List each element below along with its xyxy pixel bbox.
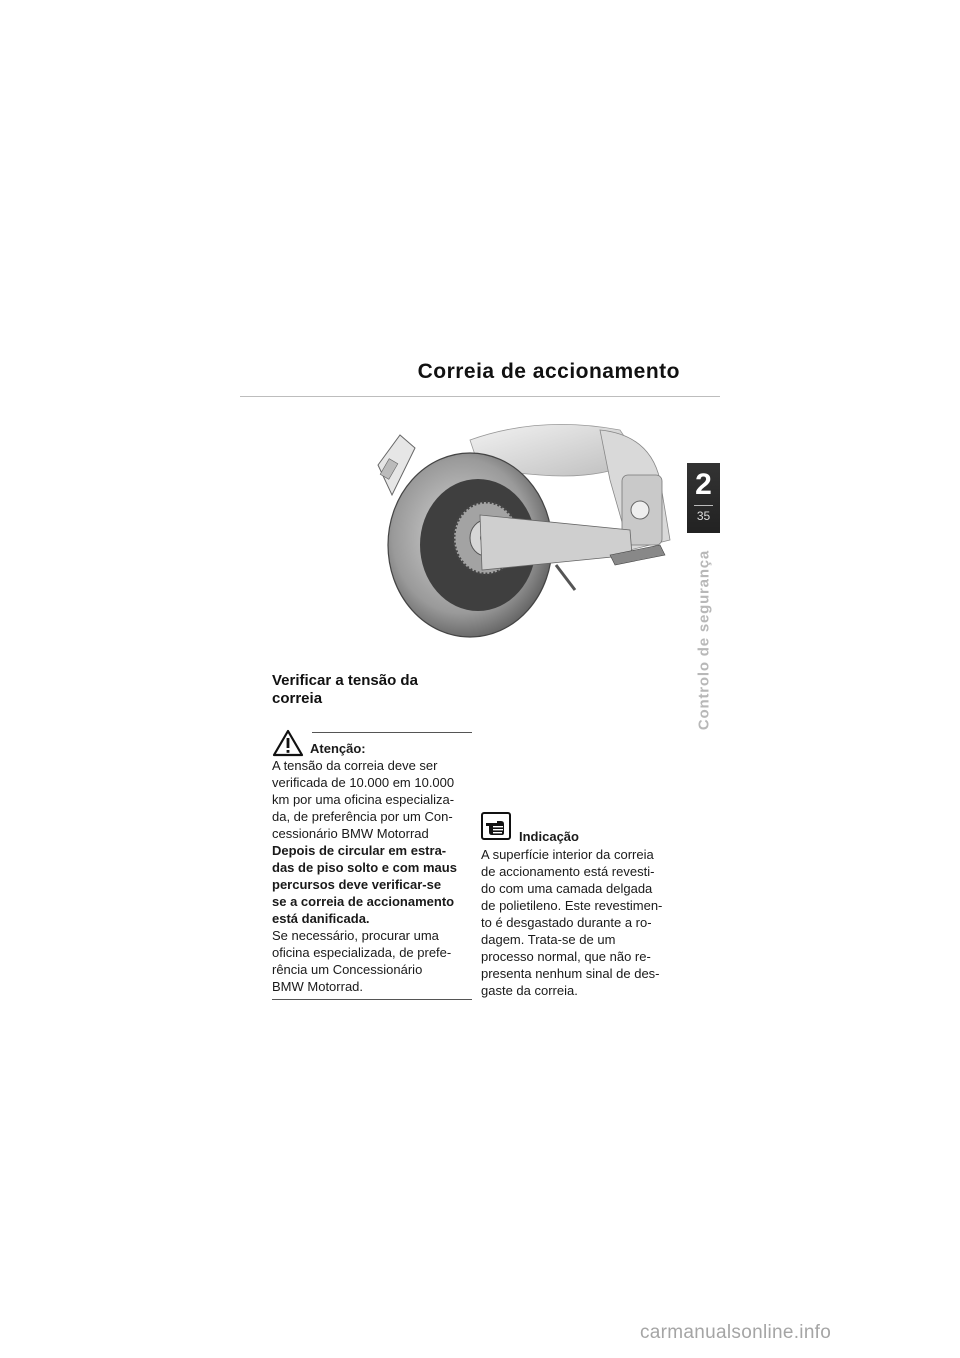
warning-bold-line: percursos deve verificar-se: [272, 877, 442, 892]
warning-line: verificada de 10.000 em 10.000: [272, 775, 455, 790]
note-line: to é desgastado durante a ro-: [481, 915, 652, 930]
note-line: presenta nenhum sinal de des-: [481, 966, 660, 981]
note-line: A superfície interior da correia: [481, 847, 654, 862]
pointing-hand-note-icon: [481, 812, 511, 840]
note-line: gaste da correia.: [481, 983, 578, 998]
chapter-divider: [694, 505, 713, 506]
rear-wheel-belt-drive-photo: [360, 420, 690, 650]
warning-bold-line: Depois de circular em estra-: [272, 843, 447, 858]
chapter-number: 2: [695, 468, 712, 501]
warning-line: da, de preferência por um Con-: [272, 809, 453, 824]
warning-line: BMW Motorrad.: [272, 979, 364, 994]
watermark: carmanualsonline.info: [640, 1322, 832, 1343]
warning-bold-line: está danificada.: [272, 911, 370, 926]
chapter-tab: [687, 463, 720, 533]
note-text: [481, 846, 691, 999]
section-heading: [272, 672, 472, 708]
warning-text: [272, 757, 472, 995]
warning-line: oficina especializada, de prefe-: [272, 945, 452, 960]
note-label: Indicação: [519, 829, 579, 844]
warning-line: A tensão da correia deve ser: [272, 758, 438, 773]
warning-line: cessionário BMW Motorrad: [272, 826, 429, 841]
warning-bold-line: se a correia de accionamento: [272, 894, 455, 909]
warning-label: Atenção:: [310, 741, 366, 756]
note-line: do com uma camada delgada: [481, 881, 653, 896]
warning-line: Se necessário, procurar uma: [272, 928, 439, 943]
page-number: 35: [696, 509, 711, 523]
warning-line: rência um Concessionário: [272, 962, 423, 977]
note-line: dagem. Trata-se de um: [481, 932, 616, 947]
warning-top-rule: [312, 732, 472, 733]
warning-bold-line: das de piso solto e com maus: [272, 860, 457, 875]
title-divider: [240, 396, 720, 397]
chapter-side-label: Controlo de segurança: [695, 549, 713, 731]
note-line: processo normal, que não re-: [481, 949, 651, 964]
section-heading-line-2: correia: [272, 690, 323, 707]
page-title: Correia de accionamento: [417, 360, 680, 383]
section-heading-line-1: Verificar a tensão da: [272, 672, 418, 689]
belt-tension-section: [272, 672, 472, 994]
note-line: de polietileno. Este revestimen-: [481, 898, 663, 913]
note-line: de accionamento está revesti-: [481, 864, 655, 879]
warning-triangle-icon: [272, 729, 304, 757]
warning-bottom-rule: [272, 999, 472, 1000]
warning-line: km por uma oficina especializa-: [272, 792, 455, 807]
